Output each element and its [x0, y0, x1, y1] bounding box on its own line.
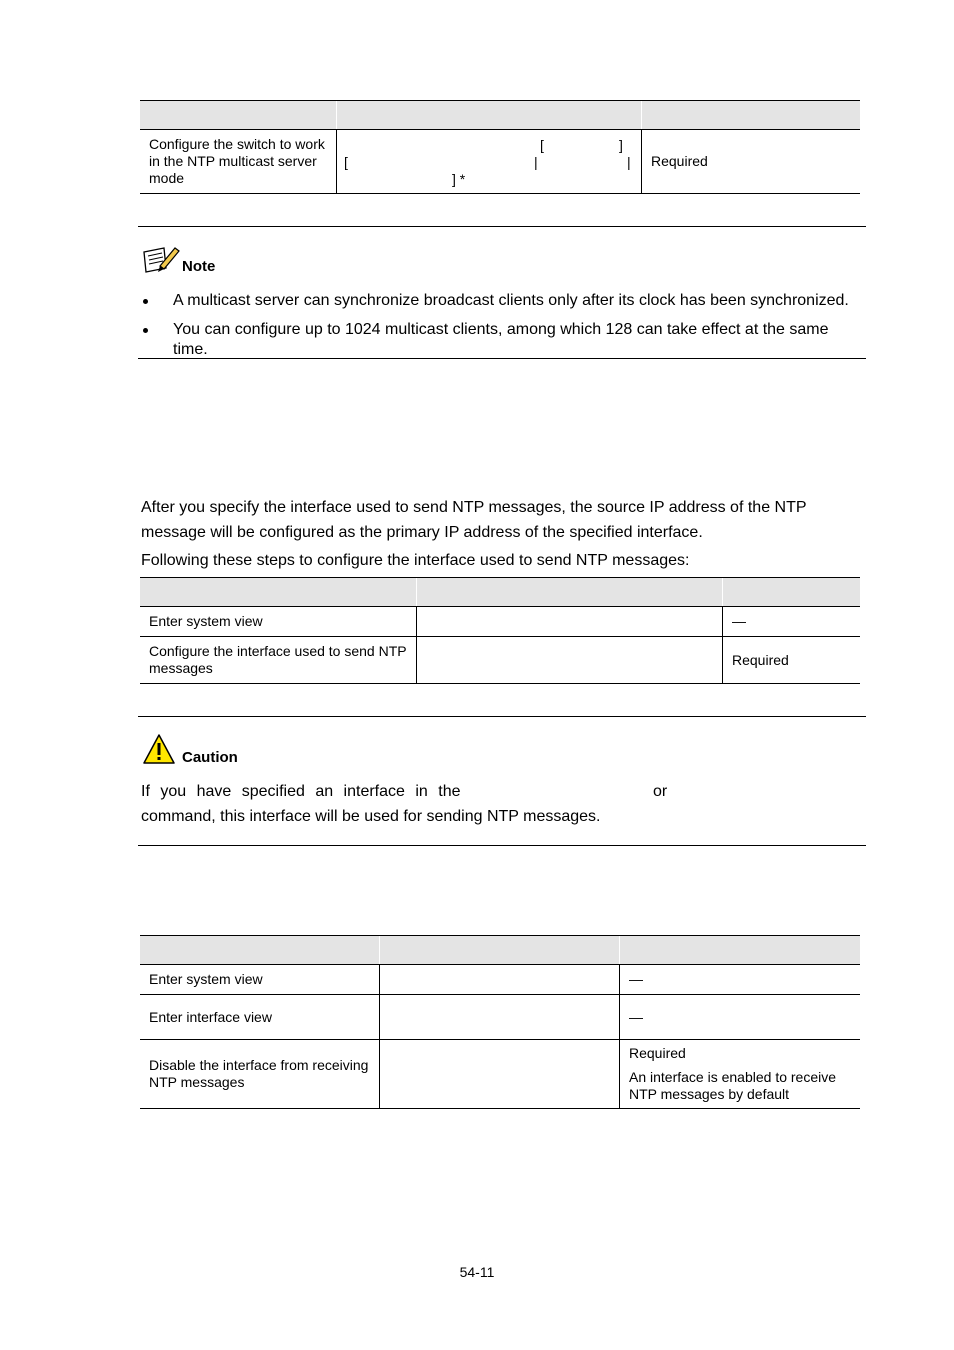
header-operation	[140, 101, 337, 130]
table-row	[140, 965, 860, 995]
operation-cell: Configure the switch to work in the NTP multicast server mode	[140, 130, 337, 194]
caution-top-rule	[138, 716, 866, 717]
remarks-cell	[620, 1040, 861, 1109]
remarks-cell: —	[620, 965, 861, 995]
table-row	[140, 607, 860, 637]
header-remarks	[620, 936, 861, 965]
command-bracket: [	[540, 137, 544, 153]
command-cell	[337, 130, 642, 194]
remarks-cell: Required	[723, 637, 861, 684]
operation-cell: Enter system view	[140, 965, 380, 995]
table-row	[140, 637, 860, 684]
remarks-cell: —	[723, 607, 861, 637]
remarks-detail: An interface is enabled to receive NTP messages by default	[629, 1069, 837, 1102]
caution-icon	[142, 733, 176, 770]
header-remarks	[723, 578, 861, 607]
page-number: 54-11	[459, 1264, 495, 1280]
operation-cell: Enter interface view	[140, 995, 380, 1040]
table-header	[140, 936, 860, 965]
caution-text-start: If you have specified an interface in the	[141, 783, 461, 800]
remarks-cell: —	[620, 995, 861, 1040]
list-item: A multicast server can synchronize broadcast clients only after its clock has been synchronized.	[140, 291, 866, 311]
command-pipe: |	[627, 154, 631, 170]
header-command	[380, 936, 620, 965]
disable-receive-table	[140, 935, 860, 1109]
remarks-required: Required	[629, 1045, 686, 1061]
source-interface-table	[140, 577, 860, 684]
note-bottom-rule	[138, 358, 866, 359]
table-row	[140, 130, 860, 194]
note-title: Note	[182, 258, 216, 275]
remarks-cell: Required	[642, 130, 861, 194]
operation-cell: Enter system view	[140, 607, 417, 637]
command-tail: ] *	[452, 171, 466, 187]
caution-text-or: or	[653, 783, 668, 800]
command-pipe: |	[534, 154, 538, 170]
header-command	[417, 578, 723, 607]
table-header	[140, 101, 860, 130]
table-row	[140, 995, 860, 1040]
paragraph: Following these steps to configure the interface used to send NTP messages:	[141, 552, 690, 569]
caution-title: Caution	[182, 749, 238, 766]
header-operation	[140, 936, 380, 965]
caution-bottom-rule	[138, 845, 866, 846]
table-row	[140, 1040, 860, 1109]
caution-text-end: command, this interface will be used for sending NTP messages.	[141, 808, 601, 825]
list-item: You can configure up to 1024 multicast clients, among which 128 can take effect at the same time.	[140, 320, 866, 360]
paragraph: After you specify the interface used to send NTP messages, the source IP address of the NTP message will be configured as the primary IP address of the specified interface.	[141, 499, 807, 541]
operation-cell: Disable the interface from receiving NTP messages	[140, 1040, 380, 1109]
multicast-server-table	[140, 100, 860, 194]
note-top-rule	[138, 226, 866, 227]
command-cell	[417, 607, 723, 637]
header-remarks	[642, 101, 861, 130]
command-bracket: [	[344, 154, 348, 170]
note-icon	[142, 244, 180, 281]
table-header	[140, 578, 860, 607]
header-operation	[140, 578, 417, 607]
header-command	[337, 101, 642, 130]
command-cell	[380, 965, 620, 995]
command-cell	[380, 1040, 620, 1109]
operation-cell: Configure the interface used to send NTP messages	[140, 637, 417, 684]
command-cell	[380, 995, 620, 1040]
command-bracket: ]	[619, 137, 623, 153]
command-cell	[417, 637, 723, 684]
